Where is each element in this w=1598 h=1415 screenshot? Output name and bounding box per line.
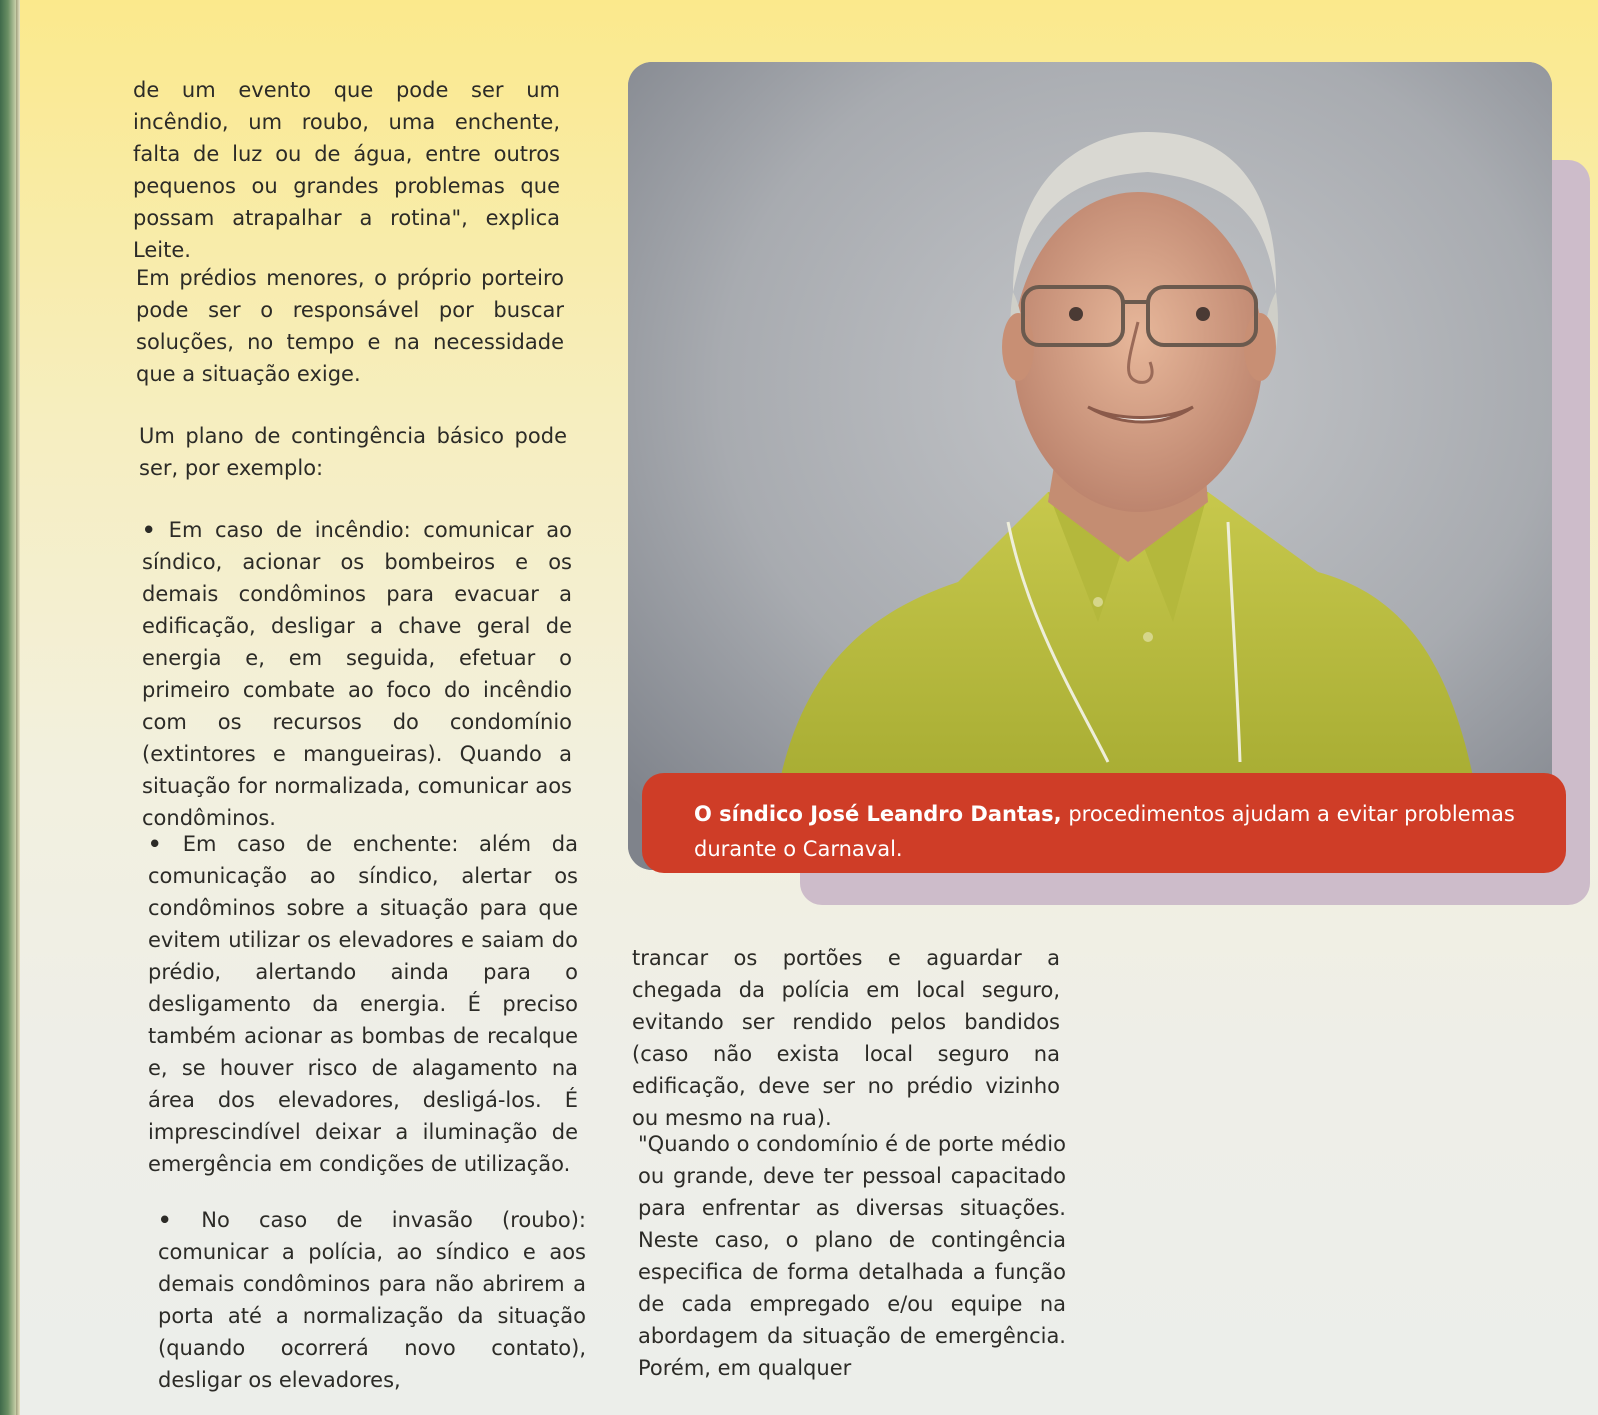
portrait-photo [628, 62, 1552, 870]
page-spine [0, 0, 16, 1415]
paragraph-small-buildings: Em prédios menores, o próprio porteiro pode ser o responsável por buscar soluções, no tempo e na necessidade que a situação exige. [136, 266, 564, 386]
list-item-flood: • Em caso de enchente: além da comunicação ao síndico, alertar os condôminos sobre a situação para que evitem utilizar os elevadores e saiam do prédio, alertando ainda para o desligamento da energia. É preciso também acionar as bombas de recalque e, se houver risco de alagamento na área dos elevadores, desligá-los. É imprescindível deixar a iluminação de emergência em condições de utilização. [148, 828, 578, 1180]
photo-caption [642, 773, 1566, 873]
paragraph-intro-end: de um evento que pode ser um incêndio, um roubo, uma enchente, falta de luz ou de água, entre outros pequenos ou grandes problemas que possam atrapalhar a rotina", explica Leite. [133, 78, 560, 262]
list-item-invasion: • No caso de invasão (roubo): comunicar a polícia, ao síndico e aos demais condôminos para não abrirem a porta até a normalização da situação (quando ocorrerá novo contato), desligar os elevadores, [158, 1204, 586, 1396]
page-spine-edge [16, 0, 20, 1415]
caption-description: procedimentos ajudam a evitar problemas durante o Carnaval. [694, 802, 1515, 861]
paragraph-plan-intro: Um plano de contingência básico pode ser, por exemplo: [139, 424, 567, 480]
portrait-illustration [628, 62, 1552, 870]
paragraph-invasion-continued: trancar os portões e aguardar a chegada da polícia em local seguro, evitando ser rendido pelos bandidos (caso não exista local seguro na edificação, deve ser no prédio vizinho ou mesmo na rua). [632, 946, 1060, 1130]
paragraph-quote: "Quando o condomínio é de porte médio ou grande, deve ter pessoal capacitado para enfrentar as diversas situações. Neste caso, o plano de contingência especifica de forma detalhada a função de cada empregado e/ou equipe na abordagem da situação de emergência. Porém, em qualquer [638, 1132, 1066, 1380]
caption-name: O síndico José Leandro Dantas, [694, 802, 1062, 826]
list-item-fire: • Em caso de incêndio: comunicar ao síndico, acionar os bombeiros e os demais condôminos para evacuar a edificação, desligar a chave geral de energia e, em seguida, efetuar o primeiro combate ao foco do incêndio com os recursos do condomínio (extintores e mangueiras). Quando a situação for normalizada, comunicar aos condôminos. [142, 514, 572, 834]
